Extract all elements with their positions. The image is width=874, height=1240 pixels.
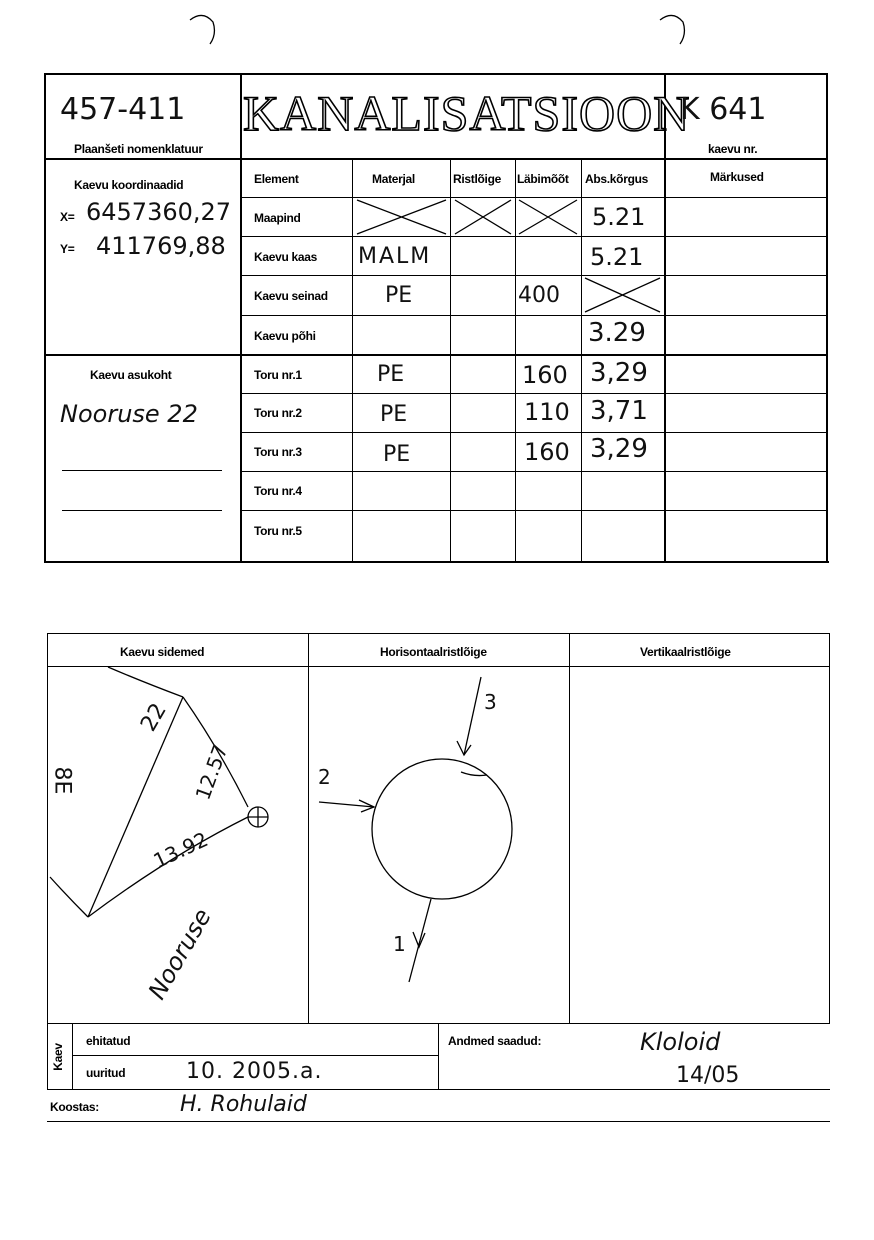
building-label: 8E — [49, 766, 75, 795]
section-horizontal-title: Horisontaalristlõige — [380, 645, 487, 659]
tie-distance: 12.57 — [190, 740, 233, 804]
row-element: Toru nr.2 — [254, 406, 302, 420]
cell-abs-height: 3,29 — [590, 358, 648, 388]
row-element: Maapind — [254, 211, 301, 225]
surveyed-value: 10. 2005.a. — [186, 1059, 323, 1084]
well-number-label: kaevu nr. — [708, 142, 758, 156]
tie-distance: 13.92 — [149, 827, 212, 873]
cell-diameter: 160 — [522, 361, 568, 389]
section-ties-title: Kaevu sidemed — [120, 645, 205, 659]
nomenclature-label: Plaanšeti nomenklatuur — [74, 142, 203, 156]
built-label: ehitatud — [86, 1034, 131, 1048]
data-received-date: 14/05 — [676, 1063, 740, 1088]
row-element: Kaevu seinad — [254, 289, 328, 303]
cell-abs-height: 5.21 — [590, 243, 644, 271]
row-element: Toru nr.3 — [254, 445, 302, 459]
well-number-value: K 641 — [680, 92, 767, 127]
cell-abs-height: 3.29 — [588, 318, 646, 348]
col-header-notes: Märkused — [710, 170, 764, 184]
row-element: Toru nr.4 — [254, 484, 302, 498]
surveyed-label: uuritud — [86, 1066, 126, 1080]
x-prefix: X= — [60, 210, 75, 224]
col-header-material: Materjal — [372, 172, 415, 186]
cell-diameter: 400 — [518, 283, 560, 308]
location-label: Kaevu asukoht — [90, 368, 172, 382]
section-vertical-title: Vertikaalristlõige — [640, 645, 731, 659]
row-element: Kaevu põhi — [254, 329, 316, 343]
cell-abs-height: 3,71 — [590, 396, 648, 426]
row-element: Toru nr.5 — [254, 524, 302, 538]
nomenclature-value: 457-411 — [60, 92, 186, 127]
coordinates-label: Kaevu koordinaadid — [74, 178, 184, 192]
location-value: Nooruse 22 — [60, 400, 198, 428]
pipe-label: 2 — [318, 765, 331, 789]
y-prefix: Y= — [60, 242, 75, 256]
cell-material: PE — [377, 362, 405, 387]
pipe-label: 3 — [484, 690, 497, 714]
y-coordinate: 411769,88 — [96, 232, 226, 260]
data-received-value: Kloloid — [640, 1028, 721, 1056]
row-element: Kaevu kaas — [254, 250, 318, 264]
tie-distance: 22 — [136, 699, 172, 736]
street-label: Nooruse — [142, 903, 217, 1005]
cell-abs-height: 5.21 — [592, 203, 646, 231]
col-header-abs-height: Abs.kõrgus — [585, 172, 649, 186]
footer-side-label: Kaev — [50, 1043, 65, 1071]
form-title: KANALISATSIOON — [243, 85, 691, 141]
cell-material: PE — [385, 283, 413, 308]
cell-diameter: 160 — [524, 438, 570, 466]
cell-material: PE — [380, 402, 408, 427]
col-header-cross-section: Ristlõige — [453, 172, 501, 186]
cell-material: MALM — [358, 244, 432, 269]
cell-abs-height: 3,29 — [590, 434, 648, 464]
cell-diameter: 110 — [524, 398, 570, 426]
horizontal-section-sketch — [309, 667, 569, 1023]
col-header-diameter: Läbimõõt — [517, 172, 569, 186]
compiled-value: H. Rohulaid — [180, 1092, 307, 1117]
col-header-element: Element — [254, 172, 299, 186]
compiled-label: Koostas: — [50, 1100, 99, 1114]
data-received-label: Andmed saadud: — [448, 1034, 542, 1048]
x-coordinate: 6457360,27 — [86, 198, 232, 226]
cell-material: PE — [383, 442, 411, 467]
row-element: Toru nr.1 — [254, 368, 302, 382]
pipe-label: 1 — [393, 932, 406, 956]
